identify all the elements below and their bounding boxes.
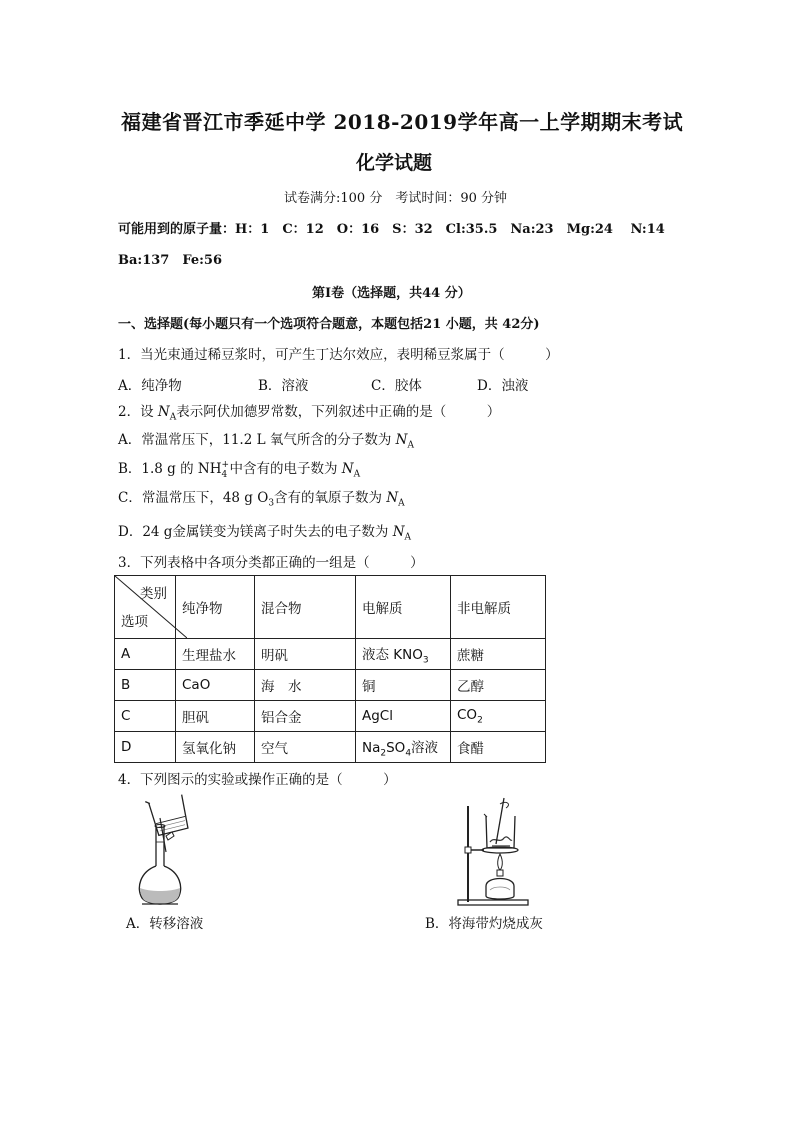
classification-table	[114, 575, 546, 763]
corner-top-label: 类别	[140, 586, 167, 602]
table-header-cell: 电解质	[356, 576, 451, 639]
question-2-stem	[118, 400, 500, 423]
table-cell: 海 水	[255, 670, 356, 701]
table-cell: 空气	[255, 732, 356, 763]
q2-d-text: D．24 g金属镁变为镁离子时失去的电子数为	[118, 524, 393, 540]
q2-option-d	[118, 520, 411, 543]
table-cell: 铝合金	[255, 701, 356, 732]
table-row	[115, 670, 546, 701]
q2-a-text: A．常温常压下，11.2 L 氧气所含的分子数为	[118, 432, 396, 448]
q2-stem-post: 表示阿伏加德罗常数，下列叙述中正确的是（ ）	[176, 404, 501, 420]
exam-info: 试卷满分:100 分 考试时间：90 分钟	[284, 191, 507, 206]
q2-stem-pre: 2．设	[118, 404, 158, 420]
burn-kelp-figure	[454, 792, 534, 908]
table-cell: 蔗糖	[451, 639, 546, 670]
q2-option-b	[118, 457, 360, 480]
table-cell: 胆矾	[176, 701, 255, 732]
atomic-mass-line-2: Ba:137 Fe:56	[118, 253, 223, 268]
volume-title: 第Ⅰ卷（选择题，共44 分）	[312, 286, 471, 301]
table-cell	[451, 701, 546, 732]
cell-subscript: 4	[405, 748, 412, 759]
q2-option-a	[118, 428, 414, 451]
table-row-label: C	[115, 701, 176, 732]
q2-b-pre: B．1.8 g 的 NH	[118, 461, 222, 477]
na-symbol: N	[395, 432, 408, 448]
na-subscript: A	[407, 440, 414, 451]
plus-superscript: +	[221, 460, 230, 470]
na-subscript: A	[169, 412, 177, 423]
table-header-cell: 纯净物	[176, 576, 255, 639]
na-symbol: N	[341, 461, 354, 477]
exam-subtitle: 化学试题	[356, 152, 433, 174]
table-cell: 食醋	[451, 732, 546, 763]
table-cell: 乙醇	[451, 670, 546, 701]
cell-text: 液态 KNO	[362, 646, 423, 663]
question-4-stem: 4．下列图示的实验或操作正确的是（ ）	[118, 772, 397, 788]
table-header-cell: 混合物	[255, 576, 356, 639]
table-cell: 铜	[356, 670, 451, 701]
cell-text: CO	[457, 706, 478, 723]
table-cell: CaO	[176, 670, 255, 701]
table-cell	[356, 639, 451, 670]
table-cell	[356, 732, 451, 763]
table-row-label: A	[115, 639, 176, 670]
cell-text: 溶液	[411, 739, 439, 756]
corner-bottom-label: 选项	[121, 614, 148, 630]
na-subscript: A	[398, 498, 405, 509]
cell-text: Na	[362, 739, 381, 756]
q1-option-d: D．浊液	[477, 378, 529, 394]
q2-c-post: 含有的氧原子数为	[274, 490, 387, 506]
cell-text: SO	[386, 739, 406, 756]
ammonium-charge	[221, 460, 230, 480]
na-symbol: N	[392, 524, 405, 540]
q1-option-c: C．胶体	[371, 378, 422, 394]
table-header-cell: 非电解质	[451, 576, 546, 639]
table-row	[115, 732, 546, 763]
cell-subscript: 2	[477, 715, 483, 726]
table-row	[115, 639, 546, 670]
table-header-row	[115, 576, 546, 639]
four-subscript: 4	[221, 470, 228, 480]
question-3-stem: 3．下列表格中各项分类都正确的一组是（ ）	[118, 555, 424, 571]
o3-subscript: 3	[268, 498, 275, 509]
table-cell: 生理盐水	[176, 639, 255, 670]
atomic-mass-line-1: 可能用到的原子量：H：1 C：12 O：16 S：32 Cl:35.5 Na:23 Mg:24 N:14	[118, 222, 665, 237]
cell-subscript: 2	[380, 748, 387, 759]
table-cell: 明矾	[255, 639, 356, 670]
table-row	[115, 701, 546, 732]
na-symbol: N	[386, 490, 399, 506]
table-cell: 氢氧化钠	[176, 732, 255, 763]
table-cell: AgCl	[356, 701, 451, 732]
part-title: 一、选择题(每小题只有一个选项符合题意，本题包括21 小题，共 42分)	[118, 317, 540, 332]
q2-c-pre: C．常温常压下，48 g O	[118, 490, 269, 506]
q1-option-b: B．溶液	[258, 378, 309, 394]
cell-subscript: 3	[422, 655, 429, 666]
na-symbol: N	[157, 404, 170, 420]
q2-b-post: 中含有的电子数为	[229, 461, 342, 477]
na-subscript: A	[404, 532, 412, 543]
table-row-label: D	[115, 732, 176, 763]
transfer-solution-figure	[122, 792, 202, 908]
na-subscript: A	[353, 469, 361, 480]
figure-b-caption: B．将海带灼烧成灰	[425, 916, 543, 932]
table-row-label: B	[115, 670, 176, 701]
table-corner-cell	[115, 576, 176, 639]
q1-option-a: A．纯净物	[118, 378, 182, 394]
exam-title: 福建省晋江市季延中学 2018-2019学年高一上学期期末考试	[121, 110, 684, 134]
q2-option-c	[118, 486, 405, 509]
figure-a-caption: A．转移溶液	[126, 916, 204, 932]
question-1-stem: 1．当光束通过稀豆浆时，可产生丁达尔效应，表明稀豆浆属于（ ）	[118, 347, 559, 363]
